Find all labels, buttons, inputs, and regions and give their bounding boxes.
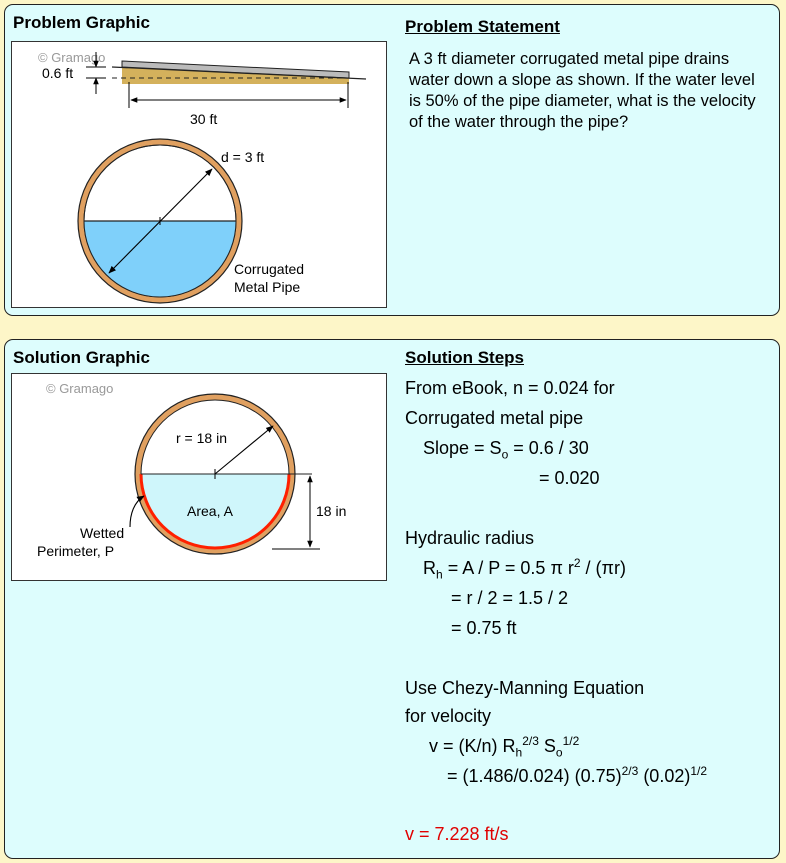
- step-cm-for: for velocity: [405, 706, 492, 726]
- solution-panel: [4, 339, 780, 859]
- step-slope-result: = 0.020: [539, 468, 600, 488]
- problem-panel: [4, 4, 780, 316]
- step-v-eq: v = (K/n) $R_h^{2/3}$ $S_o^{1/2}$: [429, 734, 580, 760]
- problem-statement-heading: Problem Statement: [405, 17, 560, 36]
- step-n-value: From eBook, n = 0.024 for: [405, 378, 615, 398]
- problem-figure-svg: [12, 42, 388, 309]
- drop-label: 0.6 ft: [42, 65, 74, 81]
- step-slope: Slope = $S_o = 0.6 / 30$: [423, 438, 589, 462]
- step-hr-line2: = r / 2 = 1.5 / 2: [451, 588, 569, 608]
- solution-figure: [11, 373, 387, 581]
- radius-label: r = 18 in: [176, 430, 227, 446]
- step-v-numbers: = (1.486/0.024) $(0.75)^{2/3}$ $(0.02)^{1/2}$: [447, 764, 708, 786]
- step-hr-title: Hydraulic radius: [405, 528, 535, 548]
- solution-graphic-heading: Solution Graphic: [13, 348, 150, 367]
- problem-statement: A 3 ft diameter corrugated metal pipe drains water down a slope as shown. If the water level is 50% of the pipe diameter, what is the velocity of the water through the pipe?: [409, 50, 756, 131]
- pipe-label-line2: Metal Pipe: [234, 279, 301, 295]
- answer-velocity: v = 7.228 ft/s: [405, 824, 509, 844]
- wetted-label-line1: Wetted: [80, 525, 125, 541]
- step-pipe-type: Corrugated metal pipe: [405, 408, 584, 428]
- area-label: Area, A: [187, 503, 233, 519]
- step-hr-eq: $R_h = A / P = 0.5$ π $r^2 / (\pi r)$: [423, 556, 626, 582]
- water-area: [84, 221, 236, 297]
- problem-figure: [11, 41, 387, 308]
- wetted-label-line2: Perimeter, P: [37, 543, 115, 559]
- solution-steps-heading: Solution Steps: [405, 348, 524, 367]
- pipe-label-line1: Corrugated: [234, 261, 305, 277]
- pipe-section: [78, 139, 304, 303]
- depth-label: 18 in: [316, 503, 347, 519]
- problem-graphic-heading: Problem Graphic: [13, 13, 150, 32]
- problem-copyright: © Gramago: [38, 50, 106, 65]
- length-label: 30 ft: [190, 111, 218, 127]
- diameter-label: d = 3 ft: [221, 149, 265, 165]
- solution-copyright: © Gramago: [46, 381, 114, 396]
- step-cm-title: Use Chezy-Manning Equation: [405, 678, 645, 698]
- step-hr-line3: = 0.75 ft: [451, 618, 517, 638]
- solution-figure-svg: [12, 374, 388, 582]
